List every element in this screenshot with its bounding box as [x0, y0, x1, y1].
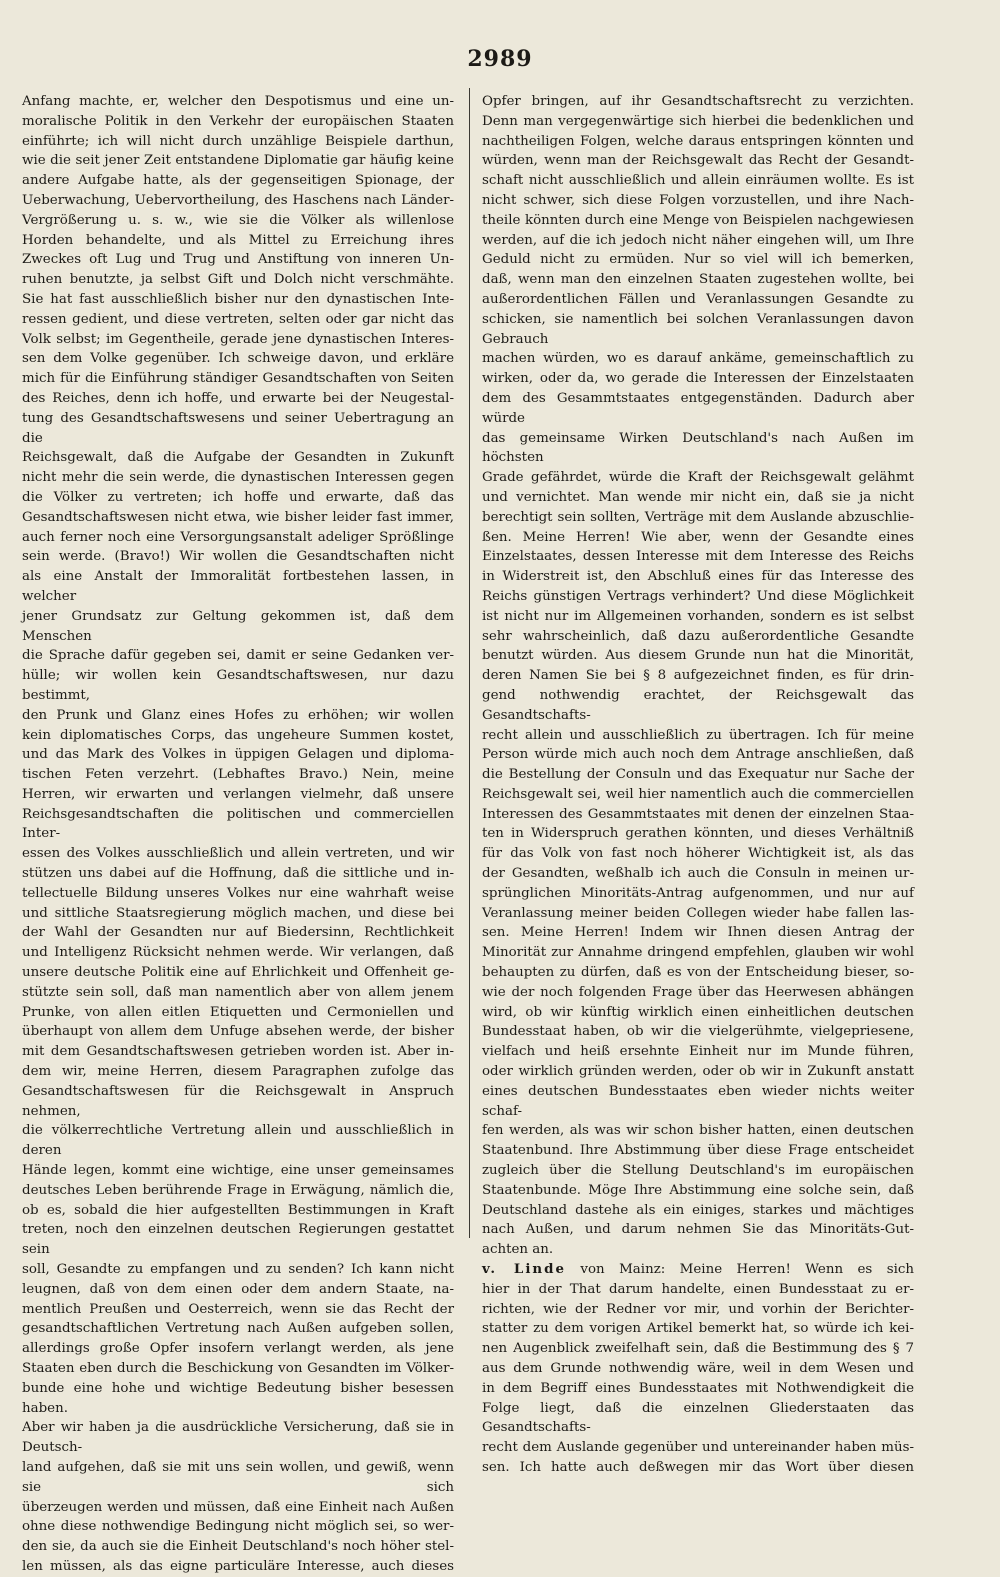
text-line: hülle; wir wollen kein Gesandtschaftswesen, nur dazu bestimmt, [22, 668, 454, 703]
text-line: leugnen, daß von dem einen oder dem andern Staate, na- [22, 1281, 454, 1297]
text-line: ßen. Meine Herren! Wie aber, wenn der Gesandte eines [482, 529, 914, 545]
text-line: die Völker zu vertreten; ich hoffe und erwarte, daß das [22, 489, 454, 505]
text-line: ohne diese nothwendige Bedingung nicht möglich sei, so wer- [22, 1519, 454, 1535]
text-line: achten an. [482, 1242, 554, 1258]
text-line: die Sprache dafür gegeben sei, damit er seine Gedanken ver- [22, 648, 454, 664]
text-line: tellectuelle Bildung unseres Volkes nur eine wahrhaft weise [22, 885, 454, 901]
text-line: den Prunk und Glanz eines Hofes zu erhöhen; wir wollen [22, 707, 454, 723]
text-line: sprünglichen Minoritäts-Antrag aufgenommen, und nur auf [482, 885, 914, 901]
text-line: ist nicht nur im Allgemeinen vorhanden, sondern es ist selbst [482, 608, 914, 624]
text-line: Prunke, von allen eitlen Etiquetten und Cermoniellen und [22, 1004, 454, 1020]
text-line: fen werden, als was wir schon bisher hatten, einen deutschen [482, 1123, 914, 1139]
text-line: und vernichtet. Man wende mir nicht ein, daß sie ja nicht [482, 489, 914, 505]
text-line: sen dem Volke gegenüber. Ich schweige davon, und erkläre [22, 351, 454, 367]
text-line: len müssen, als das eigne particuläre Interesse, auch dieses [22, 1558, 454, 1574]
text-line: und Intelligenz Rücksicht nehmen werde. Wir verlangen, daß [22, 945, 454, 961]
text-line: und das Mark des Volkes in üppigen Gelagen und diploma- [22, 747, 454, 763]
text-line: unsere deutsche Politik eine auf Ehrlichkeit und Offenheit ge- [22, 965, 454, 981]
text-line: Person würde mich auch noch dem Antrage anschließen, daß [482, 747, 914, 763]
text-line: nicht schwer, sich diese Folgen vorzustellen, und ihre Nach- [482, 192, 914, 208]
text-line: ob es, sobald die hier aufgestellten Bestimmungen in Kraft [22, 1202, 454, 1218]
text-line: wird, ob wir künftig wirklich einen einheitlichen deutschen [482, 1004, 914, 1020]
text-line: Hände legen, kommt eine wichtige, eine unser gemeinsames [22, 1163, 454, 1179]
text-line: nen Augenblick zweifelhaft sein, daß die Bestimmung des § 7 [482, 1341, 914, 1357]
text-line: hier in der That darum handelte, einen Bundesstaat zu er- [482, 1281, 914, 1297]
text-line: treten, noch den einzelnen deutschen Regierungen gestattet sein [22, 1222, 454, 1258]
text-line: Folge liegt, daß die einzelnen Gliederstaaten das Gesandtschafts- [482, 1400, 914, 1436]
left-column [22, 92, 454, 1577]
text-line: kein diplomatisches Corps, das ungeheure Summen kostet, [22, 727, 454, 743]
text-line: einführte; ich will nicht durch unzählige Beispiele darthun, [22, 133, 454, 149]
text-line: für das Volk von fast noch höherer Wichtigkeit ist, als das [482, 846, 914, 862]
text-line: nach Außen, und darum nehmen Sie das Minoritäts-Gut- [482, 1222, 914, 1238]
text-line: in Widerstreit ist, den Abschluß eines für das Interesse des [482, 569, 914, 585]
text-line: auch ferner noch eine Versorgungsanstalt adeliger Sprößlinge [22, 529, 454, 545]
text-line: sein werde. (Bravo!) Wir wollen die Gesandtschaften nicht [22, 549, 454, 565]
text-line: Reichsgewalt sei, weil hier namentlich auch die commerciellen [482, 786, 914, 802]
text-line: berechtigt sein sollten, Verträge mit dem Auslande abzuschlie- [482, 509, 914, 525]
text-line: oder wirklich gründen werden, oder ob wir in Zukunft anstatt [482, 1064, 914, 1080]
text-line: nicht mehr die sein werde, die dynastischen Interessen gegen [22, 470, 454, 486]
text-line: Ueberwachung, Uebervortheilung, des Haschens nach Länder- [22, 192, 454, 208]
text-line: dem wir, meine Herren, diesem Paragraphen zufolge das [22, 1064, 454, 1080]
text-line: Gesandtschaftswesen für die Reichsgewalt in Anspruch nehmen, [22, 1083, 454, 1119]
text-line: werden, auf die ich jedoch nicht näher eingehen will, um Ihre [482, 232, 914, 248]
text-line: tischen Feten verzehrt. (Lebhaftes Bravo.) Nein, meine [22, 767, 454, 783]
text-line: ressen gedient, und diese vertreten, selten oder gar nicht das [22, 311, 454, 327]
text-line: deutsches Leben berührende Frage in Erwägung, nämlich die, [22, 1182, 454, 1198]
text-line: Deutschland dastehe als ein einiges, starkes und mächtiges [482, 1202, 914, 1218]
text-line: jener Grundsatz zur Geltung gekommen ist, daß dem Menschen [22, 608, 454, 644]
text-line: tung des Gesandtschaftswesens und seiner Uebertragung an die [22, 410, 454, 446]
text-line: eines deutschen Bundesstaates eben wieder nichts weiter schaf- [482, 1083, 914, 1119]
text-line: bunde eine hohe und wichtige Bedeutung bisher besessen haben. [22, 1380, 454, 1416]
text-line: Zweckes oft Lug und Trug und Anstiftung von inneren Un- [22, 252, 454, 268]
text-line: Opfer bringen, auf ihr Gesandtschaftsrecht zu verzichten. [482, 94, 914, 109]
text-line: aus dem Grunde nothwendig wäre, weil in dem Wesen und [482, 1361, 914, 1376]
text-line: gesandtschaftlichen Vertretung nach Außen aufgeben sollen, [22, 1321, 454, 1337]
text-line: Staatenbunde. Möge Ihre Abstimmung eine solche sein, daß [482, 1182, 914, 1198]
text-line: der Gesandten, weßhalb ich auch die Consuln in meinen ur- [482, 866, 914, 882]
text-line: Einzelstaates, dessen Interesse mit dem Interesse des Reichs [482, 549, 914, 565]
text-line: behaupten zu dürfen, daß es von der Entscheidung bieser, so- [482, 965, 914, 981]
text-line: der Wahl der Gesandten nur auf Biedersinn, Rechtlichkeit [22, 925, 454, 941]
text-line: vielfach und heiß ersehnte Einheit nur im Munde führen, [482, 1044, 914, 1060]
text-line: Aber wir haben ja die ausdrückliche Versicherung, daß sie in Deutsch- [22, 1420, 454, 1456]
text-line: schicken, sie namentlich bei solchen Veranlassungen davon Gebrauch [482, 311, 914, 347]
text-line: das gemeinsame Wirken Deutschland's nach Außen im höchsten [482, 430, 914, 466]
text-line: deren Namen Sie bei § 8 aufgezeichnet finden, es für drin- [482, 668, 914, 684]
text-line: nachtheiligen Folgen, welche daraus entspringen könnten und [482, 133, 914, 149]
text-line: recht allein und ausschließlich zu übertragen. Ich für meine [482, 727, 914, 743]
column-divider [469, 88, 470, 1238]
text-line: Geduld nicht zu ermüden. Nur so viel will ich bemerken, [482, 252, 914, 268]
page-number: 2989 [467, 46, 533, 72]
text-line: essen des Volkes ausschließlich und allein vertreten, und wir [22, 846, 454, 862]
text-line: ruhen benutzte, ja selbst Gift und Dolch nicht verschmähte. [22, 272, 454, 288]
text-line: Bundesstaat haben, ob wir die vielgerühmte, vielgepriesene, [482, 1024, 914, 1040]
text-line: statter zu dem vorigen Artikel bemerkt hat, so würde ich kei- [482, 1321, 914, 1337]
text-line: Grade gefährdet, würde die Kraft der Reichsgewalt gelähmt [482, 470, 914, 486]
text-line: machen würden, wo es darauf ankäme, gemeinschaftlich zu [482, 351, 914, 367]
text-line: wie die seit jener Zeit entstandene Diplomatie gar häufig keine [22, 153, 454, 169]
text-line: Staatenbund. Ihre Abstimmung über diese Frage entscheidet [482, 1143, 914, 1159]
right-column [482, 92, 914, 1478]
text-line: Horden behandelte, und als Mittel zu Erreichung ihres [22, 232, 454, 248]
text-line: Interessen des Gesammtstaates mit denen der einzelnen Staa- [482, 806, 914, 822]
text-line: Minorität zur Annahme dringend empfehlen, glauben wir wohl [482, 945, 914, 961]
text-line: sehr wahrscheinlich, daß dazu außerordentliche Gesandte [482, 628, 914, 644]
text-line: soll, Gesandte zu empfangen und zu senden? Ich kann nicht [22, 1262, 454, 1278]
text-line: gend nothwendig erachtet, der Reichsgewalt das Gesandtschafts- [482, 687, 914, 723]
text-line: überhaupt von allem dem Unfuge absehen werde, der bisher [22, 1024, 454, 1040]
text-line: theile könnten durch eine Menge von Beispielen nachgewiesen [482, 212, 914, 228]
text-line: schaft nicht ausschließlich und allein einräumen wollte. Es ist [482, 173, 914, 189]
text-line: als eine Anstalt der Immoralität fortbestehen lassen, in welcher [22, 569, 454, 604]
text-line: recht dem Auslande gegenüber und untereinander haben müs- [482, 1440, 914, 1456]
text-line: moralische Politik in den Verkehr der europäischen Staaten [22, 113, 454, 129]
text-line: Staaten eben durch die Beschickung von Gesandten im Völker- [22, 1361, 454, 1376]
text-line: stützte sein soll, daß man namentlich aber von allem jenem [22, 984, 454, 1000]
text-line: sen. Ich hatte auch deßwegen mir das Wort über diesen [482, 1459, 914, 1475]
text-line: mit dem Gesandtschaftswesen getrieben worden ist. Aber in- [22, 1044, 454, 1060]
text-line: des Reiches, denn ich hoffe, und erwarte bei der Neugestal- [22, 390, 454, 406]
text-line: die Bestellung der Consuln und das Exequatur nur Sache der [482, 767, 914, 783]
text-line: benutzt würden. Aus diesem Grunde nun hat die Minorität, [482, 648, 914, 664]
text-line: wirken, oder da, wo gerade die Interessen der Einzelstaaten [482, 371, 914, 387]
text-line: Reichs günstigen Vertrags verhindert? Und diese Möglichkeit [482, 588, 914, 604]
text-line: mich für die Einführung ständiger Gesandtschaften von Seiten [22, 371, 454, 387]
text-line: Denn man vergegenwärtige sich hierbei die bedenklichen und [482, 113, 914, 129]
text-line: Reichsgesandtschaften die politischen und commerciellen Inter- [22, 806, 454, 842]
text-line: Gesandtschaftswesen nicht etwa, wie bisher leider fast immer, [22, 509, 454, 525]
text-line: den sie, da auch sie die Einheit Deutschland's noch höher stel- [22, 1539, 454, 1555]
text-line: allerdings große Opfer insofern verlangt werden, als jene [22, 1341, 454, 1357]
text-line: land aufgehen, daß sie mit uns sein wollen, und gewiß, wenn sie sich [22, 1459, 454, 1495]
text-line: stützen uns dabei auf die Hoffnung, daß die sittliche und in- [22, 866, 454, 882]
text-line: und sittliche Staatsregierung möglich machen, und diese bei [22, 905, 454, 921]
text-line: überzeugen werden und müssen, daß eine Einheit nach Außen [22, 1499, 454, 1515]
text-line: Vergrößerung u. s. w., wie sie die Völker als willenlose [22, 212, 454, 228]
text-line: daß, wenn man den einzelnen Staaten zugestehen wollte, bei [482, 272, 914, 288]
text-line: in dem Begriff eines Bundesstaates mit Nothwendigkeit die [482, 1380, 914, 1396]
text-line: andere Aufgabe hatte, als der gegenseitigen Spionage, der [22, 173, 454, 189]
speaker-name: v. Linde [482, 1261, 567, 1278]
text-line: Anfang machte, er, welcher den Despotismus und eine un- [22, 94, 454, 109]
text-line: Sie hat fast ausschließlich bisher nur den dynastischen Inte- [22, 291, 454, 307]
text-line: außerordentlichen Fällen und Veranlassungen Gesandte zu [482, 291, 914, 307]
text-line: dem des Gesammtstaates entgegenständen. Dadurch aber würde [482, 390, 914, 426]
text-line: mentlich Preußen und Oesterreich, wenn sie das Recht der [22, 1301, 454, 1317]
text-line: Veranlassung meiner beiden Collegen wieder habe fallen las- [482, 905, 914, 921]
text-line: wie der noch folgenden Frage über das Heerwesen abhängen [482, 984, 914, 1000]
text-line: Herren, wir erwarten und verlangen vielmehr, daß unsere [22, 786, 454, 802]
text-line: würden, wenn man der Reichsgewalt das Recht der Gesandt- [482, 153, 914, 169]
speaker-line-text: von Mainz: Meine Herren! Wenn es sich [566, 1262, 914, 1278]
text-line: die völkerrechtliche Vertretung allein und ausschließlich in deren [22, 1123, 454, 1159]
text-line: ten in Widerspruch gerathen könnten, und dieses Verhältniß [482, 826, 914, 842]
text-line: richten, wie der Redner vor mir, und vorhin der Berichter- [482, 1301, 914, 1317]
text-line: sen. Meine Herren! Indem wir Ihnen diesen Antrag der [482, 925, 914, 941]
text-line: Reichsgewalt, daß die Aufgabe der Gesandten in Zukunft [22, 450, 454, 466]
text-line: zugleich über die Stellung Deutschland's im europäischen [482, 1163, 914, 1179]
text-line: Volk selbst; im Gegentheile, gerade jene dynastischen Interes- [22, 331, 454, 347]
speaker-line [482, 1260, 914, 1280]
